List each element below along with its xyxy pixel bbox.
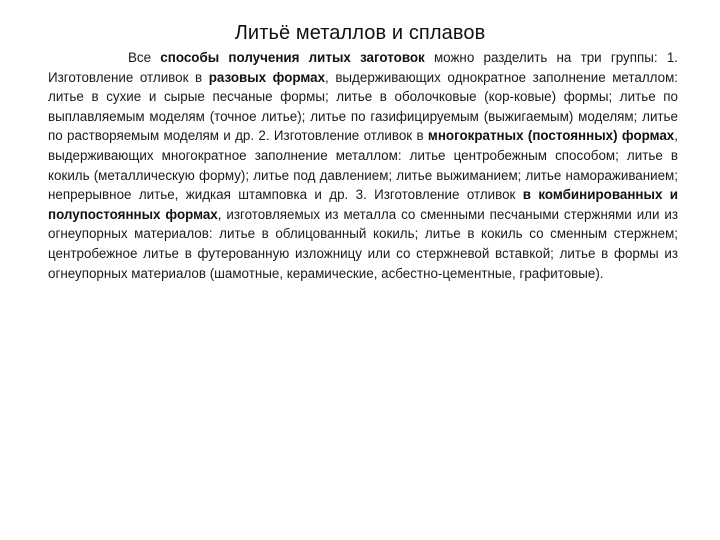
text-run: , выдерживающих однократное заполнение металлом: литье в сухие и сырые песчаные формы; литье в оболочковые (кор-ковые) формы; литье по выплавляемым моделям (точное литье); литье по газифицируемым (выжигаемым) моделям; литье по растворяемым моделям и др. 2. Изготовление отливок в bbox=[48, 69, 678, 144]
bold-term-permanent-molds: многократных (постоянных) формах bbox=[427, 128, 675, 144]
bold-term-single-use-molds: разовых формах bbox=[208, 69, 326, 85]
bold-term-combined-molds: в комбинированных и полупостоянных формах bbox=[48, 187, 679, 222]
text-run: можно разделить на три группы: 1. Изготовление отливок в bbox=[48, 50, 678, 85]
bold-term-casting-methods: способы получения литых заготовок bbox=[160, 50, 425, 65]
text-run: , изготовляемых из металла со сменными песчаными стержнями или из огнеупорных материалов: литье в облицованный кокиль; литье в кокиль со сменным стержнем; центробежное литье в футерованную изложницу или со стержневой вставкой; литье в формы из огнеупорных материалов (шамотные, керамические, асбестно-цементные, графитовые). bbox=[48, 206, 678, 281]
slide-title: Литьё металлов и сплавов bbox=[234, 22, 486, 44]
text-run: Все bbox=[128, 50, 161, 65]
text-run: , выдерживающих многократное заполнение металлом: литье центробежным способом; литье в кокиль (металлическую форму); литье под давлением; литье выжиманием; литье намораживанием; непрерывное литье, жидкая штамповка и др. 3. Изготовление отливок bbox=[48, 128, 678, 203]
body-paragraph bbox=[48, 48, 678, 283]
